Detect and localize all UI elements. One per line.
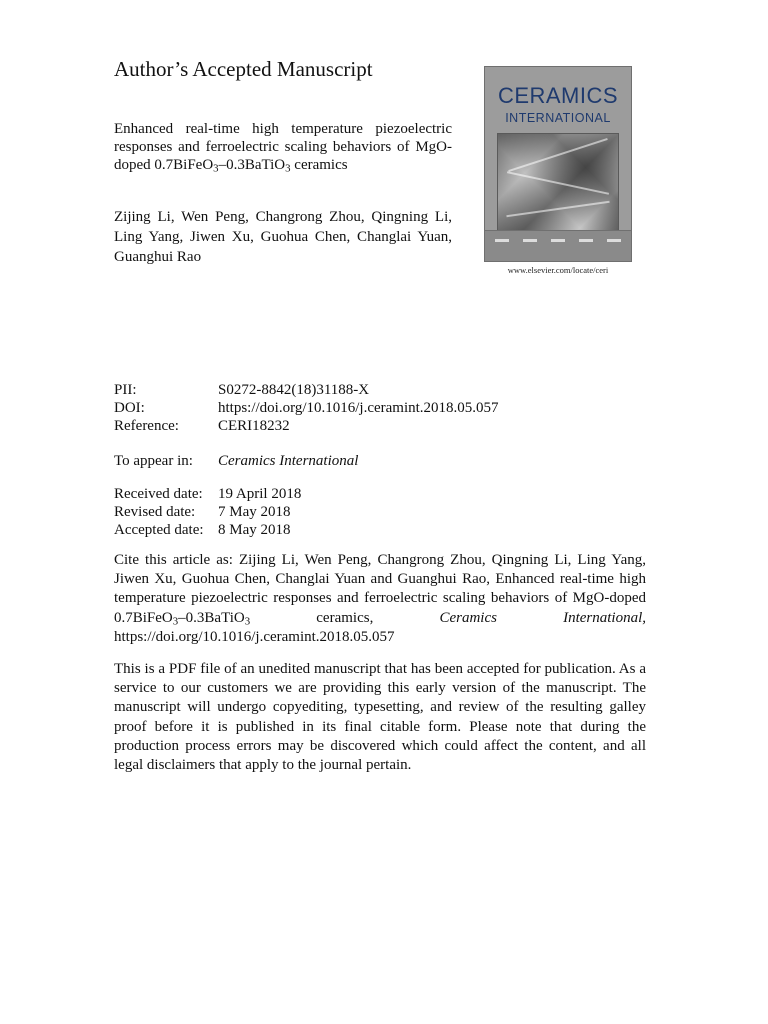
cover-photo xyxy=(497,133,619,235)
appear-in-label: To appear in: xyxy=(114,453,193,469)
pii-row xyxy=(114,381,369,400)
received-row xyxy=(114,485,301,504)
appear-in-row xyxy=(114,452,358,471)
revised-row xyxy=(114,503,291,522)
doi-row xyxy=(114,399,499,418)
accepted-row xyxy=(114,521,291,540)
received-label: Received date: xyxy=(114,486,203,502)
citation-paragraph xyxy=(114,551,646,647)
title-subscript-1: 3 xyxy=(213,162,219,175)
pii-value: S0272-8842(18)31188-X xyxy=(218,382,370,398)
cite-journal: Ceramics International, xyxy=(439,609,646,626)
cite-part-3: ceramics, xyxy=(250,609,440,626)
article-title xyxy=(114,120,452,174)
title-subscript-2: 3 xyxy=(285,162,291,175)
cite-subscript-1: 3 xyxy=(172,615,179,628)
received-value: 19 April 2018 xyxy=(218,486,302,502)
reference-label: Reference: xyxy=(114,418,179,434)
manuscript-heading: Author’s Accepted Manuscript xyxy=(114,57,373,81)
revised-value: 7 May 2018 xyxy=(218,504,291,520)
journal-cover-image xyxy=(484,66,632,262)
revised-label: Revised date: xyxy=(114,504,196,520)
reference-value: CERI18232 xyxy=(218,418,290,434)
accepted-label: Accepted date: xyxy=(114,522,204,538)
accepted-value: 8 May 2018 xyxy=(218,522,291,538)
title-part-3: ceramics xyxy=(290,157,348,173)
cite-doi-link[interactable]: https://doi.org/10.1016/j.ceramint.2018.05.057 xyxy=(114,628,395,645)
cover-editor-strip xyxy=(485,230,631,261)
cite-part-2: –0.3BaTiO xyxy=(178,609,245,626)
author-list: Zijing Li, Wen Peng, Changrong Zhou, Qingning Li, Ling Yang, Jiwen Xu, Guohua Chen, Changlai Yuan, Guanghui Rao xyxy=(114,209,452,265)
cover-url: www.elsevier.com/locate/ceri xyxy=(507,265,609,275)
cite-subscript-2: 3 xyxy=(244,615,251,628)
cover-subtitle: INTERNATIONAL xyxy=(505,111,611,125)
cover-title: CERAMICS xyxy=(497,83,619,108)
disclaimer-paragraph: This is a PDF file of an unedited manuscript that has been accepted for publication. As a service to our customers we are providing this early version of the manuscript. The manuscript will undergo copyediting, typesetting, and review of the resulting galley proof before it is published in its final citable form. Please note that during the production process errors may be discovered which could affect the content, and all legal disclaimers that apply to the journal pertain. xyxy=(114,661,646,774)
pii-label: PII: xyxy=(114,382,137,398)
title-part-1: Enhanced real-time high temperature piezoelectric responses and ferroelectric scaling behaviors of MgO-doped 0.7BiFeO xyxy=(114,121,452,173)
reference-row xyxy=(114,417,290,436)
doi-label: DOI: xyxy=(114,400,145,416)
cite-part-1: Cite this article as: Zijing Li, Wen Peng, Changrong Zhou, Qingning Li, Ling Yang, Jiwen Xu, Guohua Chen, Changlai Yuan and Guanghui Rao, Enhanced real-time high temperature piezoelectric responses and ferroelectric scaling behaviors of MgO-doped 0.7BiFeO xyxy=(114,552,646,626)
title-part-2: –0.3BaTiO xyxy=(218,157,286,173)
journal-name: Ceramics International xyxy=(218,453,359,469)
doi-link[interactable]: https://doi.org/10.1016/j.ceramint.2018.05.057 xyxy=(218,400,499,416)
